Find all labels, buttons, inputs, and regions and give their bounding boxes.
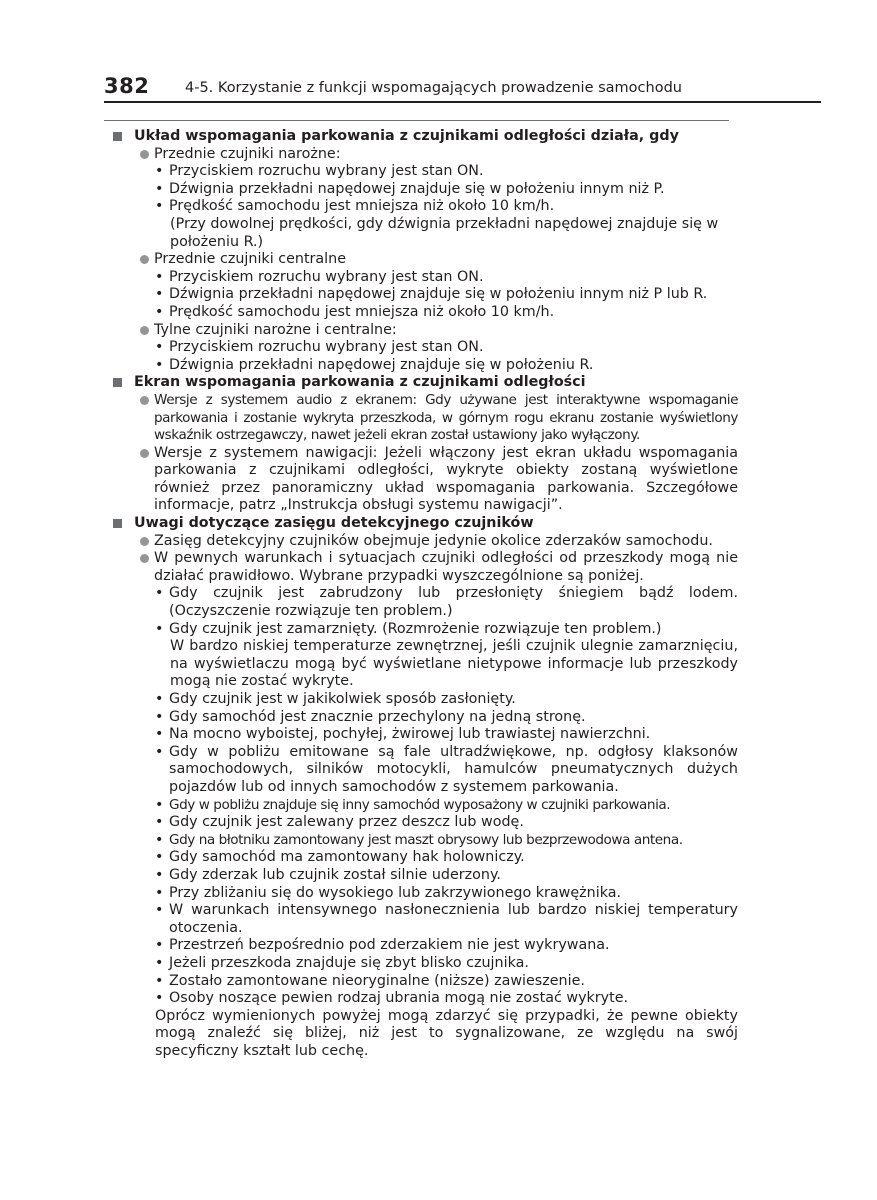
sub-item-label: Przednie czujniki narożne: xyxy=(154,145,341,162)
sub-item-label: Przednie czujniki centralne xyxy=(154,251,347,268)
list-item: • Przyciskiem rozruchu wybrany jest stan ON. xyxy=(155,163,484,180)
circle-bullet-icon xyxy=(140,255,149,264)
list-item: • Gdy czujnik jest w jakikolwiek sposób zasłonięty. xyxy=(155,691,516,707)
sub-item-text: W pewnych warunkach i sytuacjach czujniki odległości od przeszkody mogą nie działać prawidłowo. Wybrane przypadki wyszczególnione są poniżej. xyxy=(154,550,738,584)
list-item: • Gdy w pobliżu znajduje się inny samochód wyposażony w czujniki parkowania. xyxy=(155,796,671,813)
list-item: • Zostało zamontowane nieoryginalne (niższe) zawieszenie. xyxy=(155,972,585,989)
sub-item xyxy=(113,392,738,445)
list-item: • Osoby noszące pewien rodzaj ubrania mogą nie zostać wykryte. xyxy=(155,990,629,1007)
sub-item xyxy=(113,550,738,585)
square-bullet-icon xyxy=(113,378,122,387)
circle-bullet-icon xyxy=(140,449,149,458)
note-text: W bardzo niskiej temperaturze zewnętrznej, jeśli czujnik ulegnie zamarznięciu, na wyświetlaczu mogą być wyświetlane nietypowe informacje lub przeszkody mogą nie zostać wykryte. xyxy=(170,638,738,690)
list-item: • Jeżeli przeszkoda znajduje się zbyt blisko czujnika. xyxy=(155,954,529,971)
list-item: • W warunkach intensywnego nasłonecznienia lub bardzo niskiej temperatury otoczenia. xyxy=(155,902,738,936)
section-title: Układ wspomagania parkowania z czujnikami odległości działa, gdy xyxy=(134,128,679,144)
list-item: • Gdy samochód jest znacznie przechylony na jedną stronę. xyxy=(155,708,586,725)
page-content xyxy=(113,128,738,1060)
sub-item xyxy=(113,445,738,515)
list-item: • Dźwignia przekładni napędowej znajduje się w położeniu R. xyxy=(155,356,594,373)
list-item: • Dźwignia przekładni napędowej znajduje się w położeniu innym niż P lub R. xyxy=(155,286,708,303)
circle-bullet-icon xyxy=(140,150,149,159)
list-item: • Prędkość samochodu jest mniejsza niż około 10 km/h. xyxy=(155,198,555,215)
list-item: • Gdy czujnik jest zalewany przez deszcz lub wodę. xyxy=(155,814,524,831)
list-item: • Przyciskiem rozruchu wybrany jest stan ON. xyxy=(155,339,484,356)
section-heading xyxy=(113,128,738,146)
list-item: • Gdy na błotniku zamontowany jest maszt obrysowy lub bezprzewodowa antena. xyxy=(155,831,683,848)
list-item: • Dźwignia przekładni napędowej znajduje się w położeniu innym niż P. xyxy=(155,180,665,197)
list-item: • Prędkość samochodu jest mniejsza niż około 10 km/h. xyxy=(155,303,555,320)
note-text: (Przy dowolnej prędkości, gdy dźwignia przekładni napędowej znajduje się w położeniu R.) xyxy=(170,215,719,250)
section-heading xyxy=(113,374,738,392)
circle-bullet-icon xyxy=(140,326,149,335)
page-number: 382 xyxy=(104,74,150,98)
header-divider xyxy=(104,101,821,103)
list-item: • Gdy czujnik jest zabrudzony lub przesłonięty śniegiem bądź lodem. (Oczyszczenie rozwiązuje ten problem.) xyxy=(155,585,738,620)
list-item: • Gdy czujnik jest zamarznięty. (Rozmrożenie rozwiązuje ten problem.) xyxy=(155,620,662,637)
content-divider xyxy=(104,120,729,121)
list-item: • Przyciskiem rozruchu wybrany jest stan ON. xyxy=(155,268,484,285)
sub-item xyxy=(113,146,738,164)
sub-item-text: Wersje z systemem audio z ekranem: Gdy używane jest interaktywne wspomaganie parkowania i zostanie wykryta przeszkoda, w górnym rogu ekranu zostanie wyświetlony wskaźnik ostrzegawczy, nawet jeżeli ekran został ustawiony jako wyłączony. xyxy=(154,391,738,444)
list-item: • Przestrzeń bezpośrednio pod zderzakiem nie jest wykrywana. xyxy=(155,937,610,954)
sub-item xyxy=(113,322,738,340)
list-item: • Gdy samochód ma zamontowany hak holowniczy. xyxy=(155,849,525,866)
section-title: Uwagi dotyczące zasięgu detekcyjnego czujników xyxy=(134,515,534,532)
sub-item xyxy=(113,533,738,551)
square-bullet-icon xyxy=(113,132,122,141)
section-heading xyxy=(113,515,738,533)
sub-item xyxy=(113,251,738,269)
chapter-title: 4-5. Korzystanie z funkcji wspomagających prowadzenie samochodu xyxy=(185,80,682,96)
closing-paragraph: Oprócz wymienionych powyżej mogą zdarzyć się przypadki, że pewne obiekty mogą znaleźć się bliżej, niż jest to sygnalizowane, ze względu na swój specyficzny kształt lub cechę. xyxy=(155,1007,738,1059)
sub-item-label: Tylne czujniki narożne i centralne: xyxy=(154,321,397,338)
circle-bullet-icon xyxy=(140,537,149,546)
circle-bullet-icon xyxy=(140,554,149,563)
list-item: • Na mocno wyboistej, pochyłej, żwirowej lub trawiastej nawierzchni. xyxy=(155,726,651,743)
square-bullet-icon xyxy=(113,519,122,528)
circle-bullet-icon xyxy=(140,396,149,405)
list-item: • Gdy w pobliżu emitowane są fale ultradźwiękowe, np. odgłosy klaksonów samochodowych, silników motocykli, hamulców pneumatycznych dużych pojazdów lub od innych samochodów z systemem parkowania. xyxy=(155,743,738,795)
sub-item-text: Zasięg detekcyjny czujników obejmuje jedynie okolice zderzaków samochodu. xyxy=(154,532,713,549)
section-title: Ekran wspomagania parkowania z czujnikami odległości xyxy=(134,374,586,391)
list-item: • Gdy zderzak lub czujnik został silnie uderzony. xyxy=(155,866,501,883)
list-item: • Przy zbliżaniu się do wysokiego lub zakrzywionego krawężnika. xyxy=(155,884,622,901)
sub-item-text: Wersje z systemem nawigacji: Jeżeli włączony jest ekran układu wspomagania parkowania z czujnikami odległości, wykryte obiekty zostaną wyświetlone również przez panoramiczny układ wspomagania parkowania. Szczegółowe informacje, patrz „Instrukcja obsługi systemu nawigacji”. xyxy=(154,444,738,514)
